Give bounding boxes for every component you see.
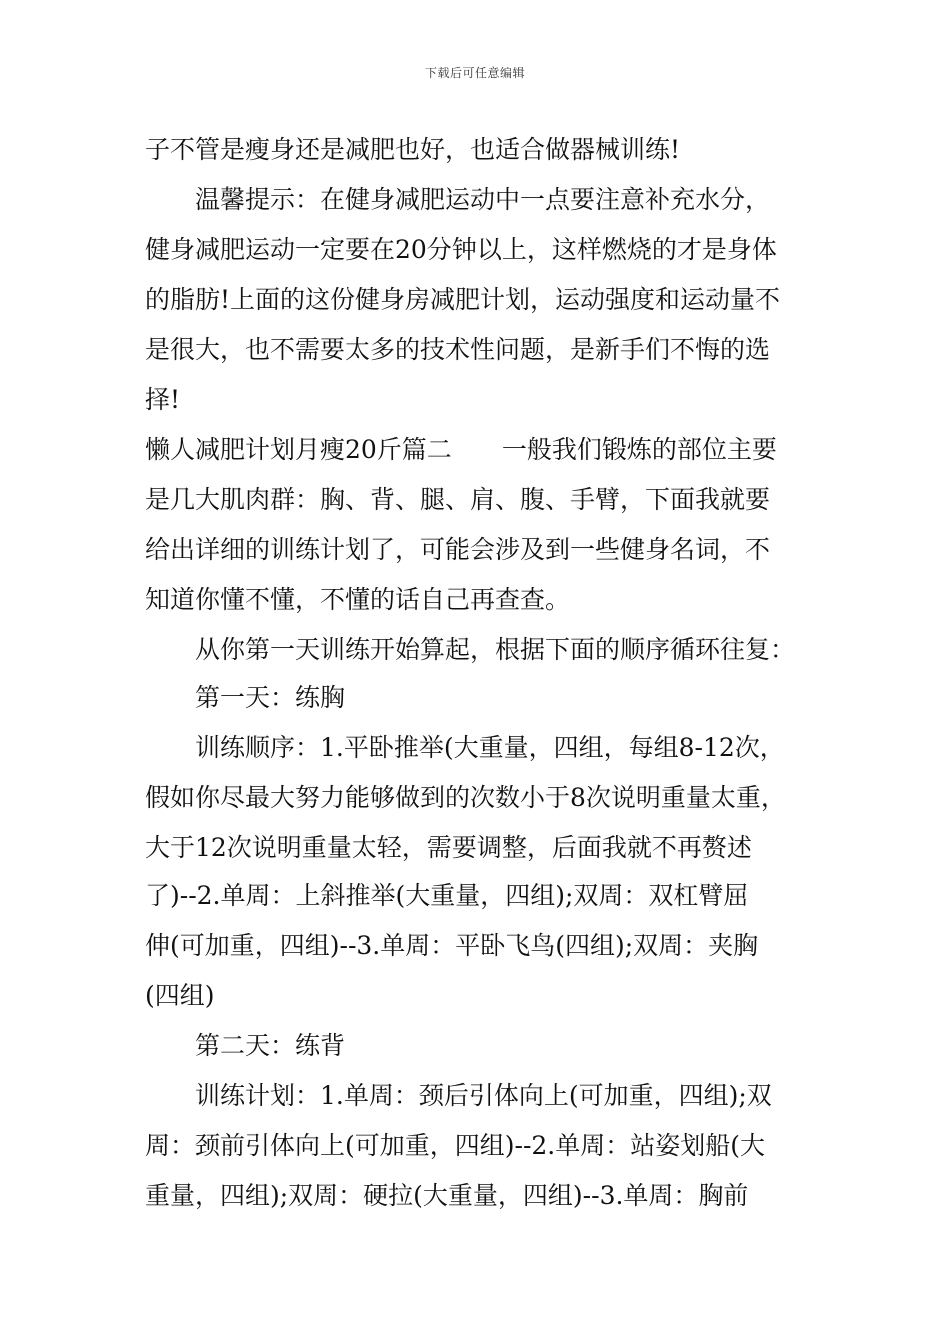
text-line: 健身减肥运动一定要在20分钟以上，这样燃烧的才是身体 [145,235,777,264]
text-line: 是很大，也不需要太多的技术性问题，是新手们不悔的选 [145,335,771,364]
text-line: 伸(可加重，四组)--3.单周：平卧飞鸟(四组);双周：夹胸 [145,931,759,960]
text-line: 从你第一天训练开始算起，根据下面的顺序循环往复： [195,635,796,664]
day-heading: 第一天：练胸 [195,683,346,712]
text-line: 给出详细的训练计划了，可能会涉及到一些健身名词，不 [145,535,771,564]
text-line: 的脂肪!上面的这份健身房减肥计划，运动强度和运动量不 [145,285,781,314]
text-line: 是几大肌肉群：胸、背、腿、肩、腹、手臂，下面我就要 [145,485,771,514]
text-line: 训练计划：1.单周：颈后引体向上(可加重，四组);双 [195,1081,772,1110]
text-line: 重量，四组);双周：硬拉(大重量，四组)--3.单周：胸前 [145,1181,749,1210]
section-heading-line: 懒人减肥计划月瘦20斤篇二 一般我们锻炼的部位主要 [145,435,777,464]
text-line: 子不管是瘦身还是减肥也好，也适合做器械训练! [145,135,681,164]
text-line: 大于12次说明重量太轻，需要调整，后面我就不再赘述 [145,833,752,862]
text-line: 训练顺序：1.平卧推举(大重量，四组，每组8-12次， [195,733,785,762]
day-heading: 第二天：练背 [195,1031,346,1060]
text-line: 了)--2.单周：上斜推举(大重量，四组);双周：双杠臂屈 [145,881,749,910]
text-line: 知道你懂不懂，不懂的话自己再查查。 [145,585,571,614]
text-line: 择! [145,385,181,414]
text-line: (四组) [145,981,215,1010]
text-line: 温馨提示：在健身减肥运动中一点要注意补充水分， [195,185,771,214]
text-line: 假如你尽最大努力能够做到的次数小于8次说明重量太重， [145,783,786,812]
text-line: 周：颈前引体向上(可加重，四组)--2.单周：站姿划船(大 [145,1131,766,1160]
page-header: 下载后可任意编辑 [424,66,525,80]
